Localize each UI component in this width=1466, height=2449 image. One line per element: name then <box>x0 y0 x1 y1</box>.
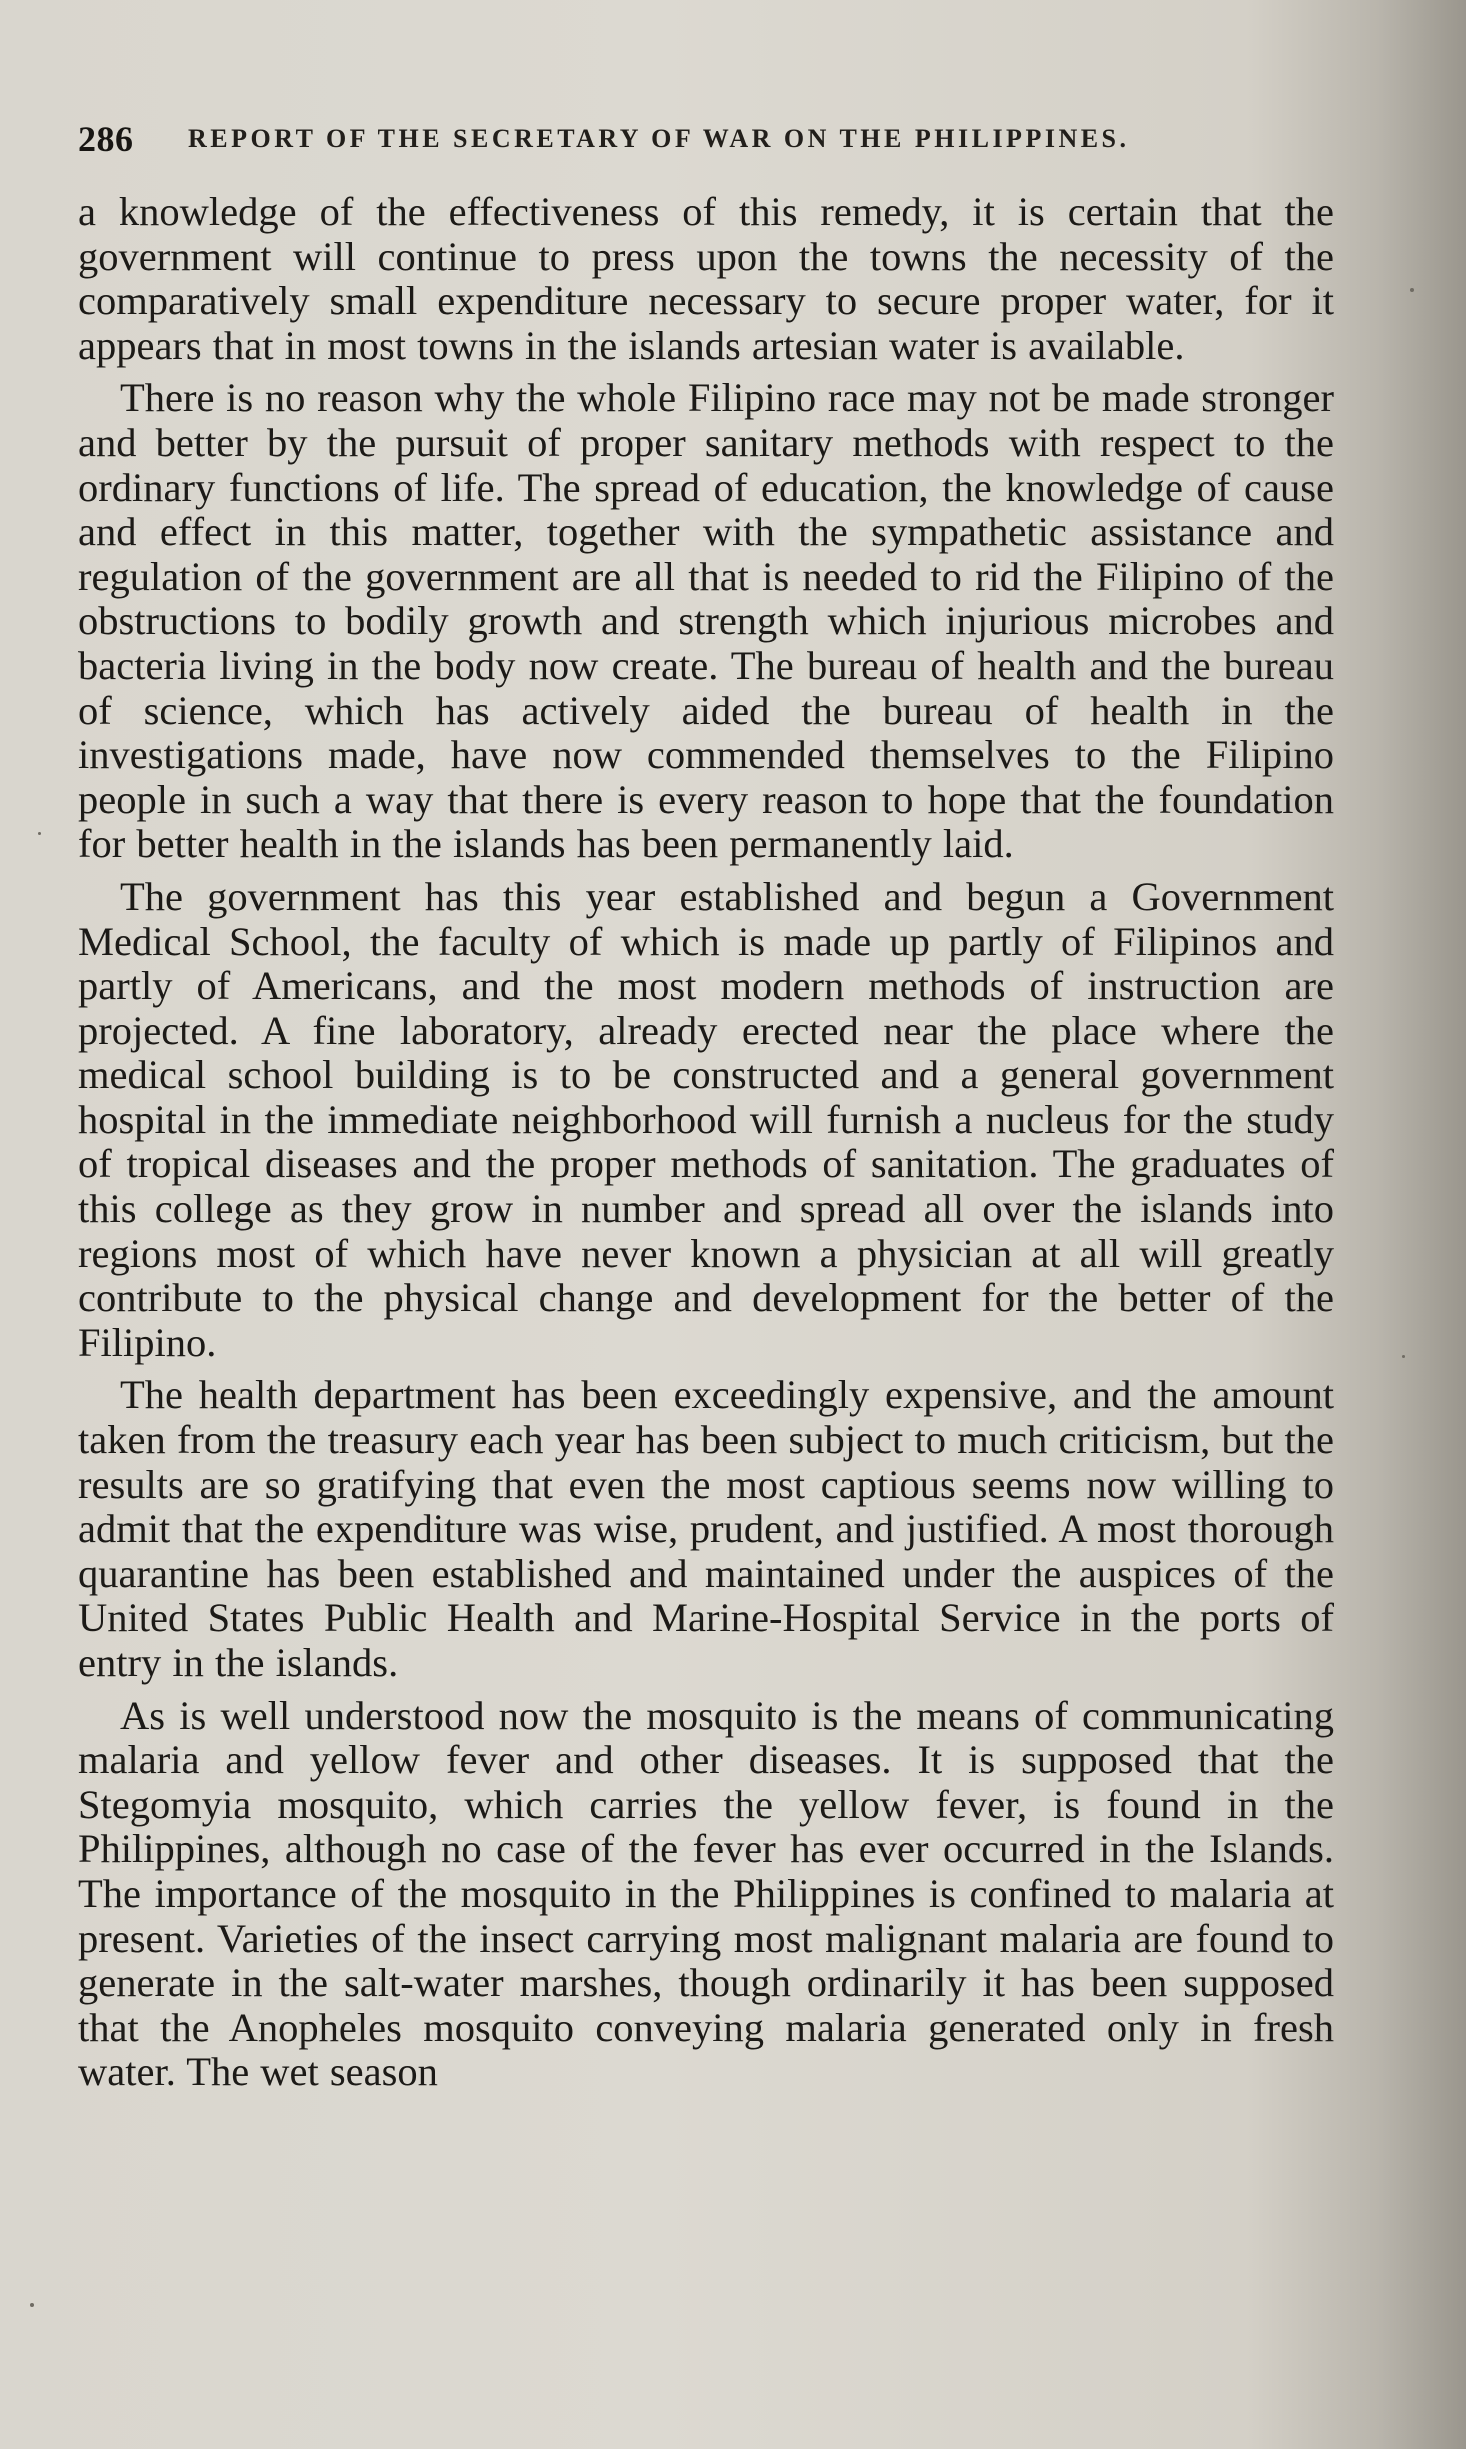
running-head <box>78 118 1268 168</box>
paragraph-water-supply: a knowledge of the effectiveness of this remedy, it is certain that the government will continue to press upon the towns the necessity of the comparatively small expenditure necessary to secure proper water, for it appears that in most towns in the islands artesian water is available. <box>78 189 1334 368</box>
paragraph-medical-school: The government has this year established and begun a Government Medical School, the faculty of which is made up partly of Filipinos and partly of Americans, and the most modern methods of instruction are projected. A fine laboratory, already erected near the place where the medical school building is to be constructed and a general government hospital in the immediate neighborhood will furnish a nucleus for the study of tropical diseases and the proper methods of sanitation. The graduates of this college as they grow in number and spread all over the islands into regions most of which have never known a physician at all will greatly contribute to the physical change and development for the better of the Filipino. <box>78 873 1334 1365</box>
body-text <box>78 190 1334 2103</box>
paragraph-health-department: The health department has been exceedingly expensive, and the amount taken from the treasury each year has been subject to much criticism, but the results are so gratifying that even the most captious seems now willing to admit that the expenditure was wise, prudent, and justified. A most thorough quarantine has been established and maintained under the auspices of the United States Public Health and Marine-Hospital Service in the ports of entry in the islands. <box>78 1372 1334 1685</box>
paragraph-sanitary-methods: There is no reason why the whole Filipino race may not be made stronger and better by the pursuit of proper sanitary methods with respect to the ordinary functions of life. The spread of education, the knowledge of cause and effect in this matter, together with the sympathetic assistance and regulation of the government are all that is needed to rid the Filipino of the obstructions to bodily growth and strength which injurious microbes and bacteria living in the body now create. The bureau of health and the bureau of science, which has actively aided the bureau of health in the investigations made, have now commended themselves to the Filipino people in such a way that there is every reason to hope that the foundation for better health in the islands has been permanently laid. <box>78 375 1334 867</box>
paragraph-mosquito: As is well understood now the mosquito is the means of communicating malaria and yellow fever and other diseases. It is supposed that the Stegomyia mosquito, which carries the yellow fever, is found in the Philippines, although no case of the fever has ever occurred in the Islands. The importance of the mosquito in the Philippines is confined to malaria at present. Varieties of the insect carrying most malignant malaria are found to generate in the salt-water marshes, though ordinarily it has been supposed that the Anopheles mosquito conveying malaria generated only in fresh water. The wet season <box>78 1692 1334 2095</box>
scan-speck <box>38 832 41 835</box>
running-head-title: REPORT OF THE SECRETARY OF WAR ON THE PHILIPPINES. <box>188 124 1130 153</box>
scan-speck <box>1402 1355 1405 1358</box>
scan-speck <box>30 2303 34 2307</box>
page-number: 286 <box>78 119 134 159</box>
scan-speck <box>1410 288 1414 292</box>
